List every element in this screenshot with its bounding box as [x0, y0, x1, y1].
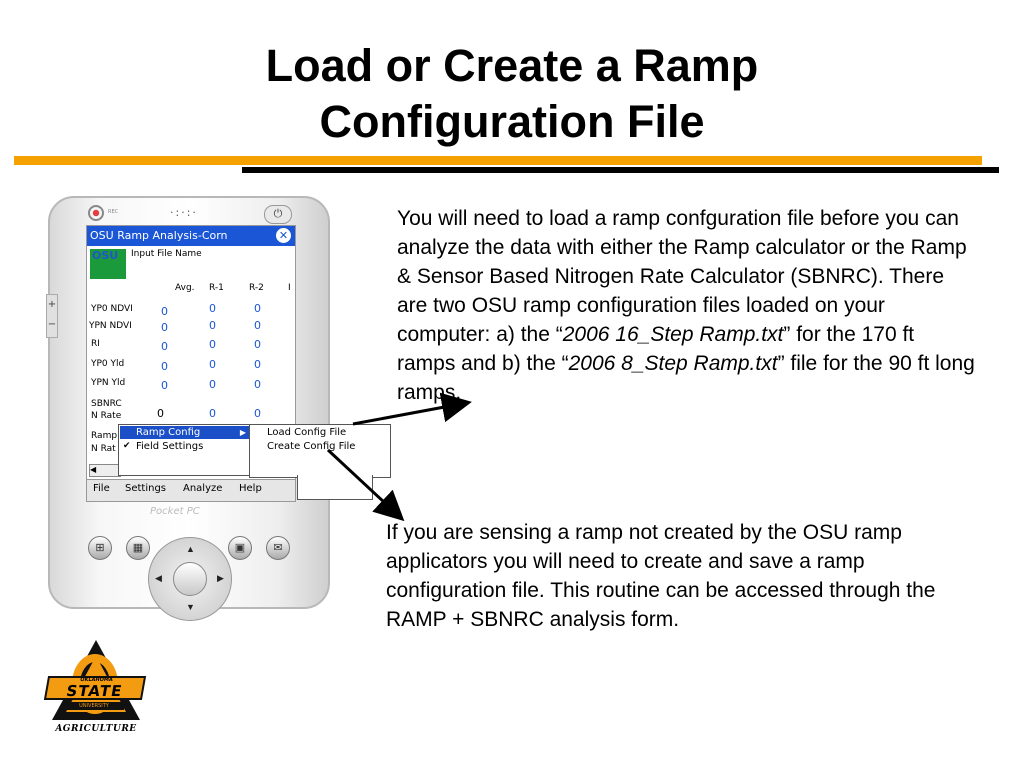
- rec-label: REC: [108, 209, 119, 215]
- osu-agriculture-logo: [44, 640, 148, 740]
- submenu-arrow-icon: ▶: [239, 428, 246, 437]
- logo-agriculture: AGRICULTURE: [55, 724, 137, 734]
- menu-settings[interactable]: Settings: [125, 483, 167, 494]
- dpad-right-icon[interactable]: ▶: [217, 573, 224, 583]
- menu-help[interactable]: Help: [239, 483, 262, 494]
- col-header-r1: R-1: [209, 283, 224, 293]
- value-cell: 0: [254, 358, 261, 371]
- row-label: N Rat: [91, 444, 116, 454]
- row-label: Ramp: [91, 431, 118, 441]
- para1-file1: 2006 16_Step Ramp.txt: [562, 323, 784, 346]
- value-cell: 0: [161, 305, 168, 318]
- menu-item-load-config[interactable]: Load Config File: [267, 427, 347, 438]
- para1-end: ” file for the 90 ft long ramps.: [397, 352, 975, 404]
- menu-item-create-config[interactable]: Create Config File: [267, 441, 356, 452]
- col-header-extra: I: [288, 283, 291, 293]
- logo-oklahoma: OKLAHOMA: [79, 677, 114, 683]
- value-cell: 0: [254, 378, 261, 391]
- window-title: OSU Ramp Analysis-Corn: [90, 229, 228, 242]
- para1-mid: ” for the 170 ft ramps and b) the “: [397, 323, 915, 375]
- value-cell: 0: [254, 338, 261, 351]
- paragraph-create-config: If you are sensing a ramp not created by the OSU ramp applicators you will need to create and save a ramp configuration file. This routine can be accessed through the RAMP + SBNRC analysis form.: [386, 521, 936, 631]
- row-label: YP0 NDVI: [91, 304, 133, 314]
- row-label: YPN NDVI: [89, 321, 132, 331]
- logo-university: UNIVERSITY: [64, 702, 124, 710]
- dpad-up-icon[interactable]: ▲: [186, 544, 195, 554]
- value-cell: 0: [161, 360, 168, 373]
- ramp-config-label: Ramp Config: [136, 427, 201, 438]
- value-cell: 0: [161, 321, 168, 334]
- col-header-r2: R-2: [249, 283, 264, 293]
- para1-file2: 2006 8_Step Ramp.txt: [568, 352, 778, 375]
- menu-item-field-settings[interactable]: Field Settings: [136, 441, 204, 452]
- calendar-icon[interactable]: ▦: [126, 536, 150, 560]
- value-cell: 0: [161, 340, 168, 353]
- value-cell: 0: [209, 338, 216, 351]
- logo-state: STATE: [64, 682, 124, 700]
- dpad-left-icon[interactable]: ◀: [155, 573, 162, 583]
- row-label: N Rate: [91, 411, 122, 421]
- value-cell: 0: [254, 302, 261, 315]
- para1-intro: You will need to load a ramp confguration file before you can analyze the data with either the Ramp calculator or the Ramp & Sensor Based Nitrogen Rate Calculator (SBNRC). There are two OSU ramp configuration files loaded on your computer: a) the “: [397, 207, 967, 346]
- arrow-to-paragraph2: [328, 450, 400, 517]
- input-file-label: Input File Name: [131, 249, 202, 259]
- logo-band: [44, 676, 146, 700]
- row-label: YP0 Yld: [91, 359, 125, 369]
- value-cell: 0: [209, 378, 216, 391]
- inbox-icon[interactable]: ✉: [266, 536, 290, 560]
- value-cell: 0: [254, 319, 261, 332]
- side-volume-buttons[interactable]: + −: [46, 294, 58, 338]
- value-cell: 0: [157, 407, 164, 420]
- power-icon[interactable]: ⏻: [264, 205, 292, 224]
- close-icon[interactable]: ✕: [276, 228, 291, 243]
- menu-file[interactable]: File: [93, 483, 110, 494]
- value-cell: 0: [209, 302, 216, 315]
- value-cell: 0: [254, 407, 261, 420]
- value-cell: 0: [209, 358, 216, 371]
- row-label: SBNRC: [91, 399, 122, 409]
- windows-start-icon[interactable]: ⊞: [88, 536, 112, 560]
- device-brand: Pocket PC: [150, 506, 200, 517]
- value-cell: 0: [209, 319, 216, 332]
- scroll-left-arrow-icon[interactable]: ◀: [89, 464, 121, 477]
- check-icon: ✔: [123, 440, 131, 450]
- value-cell: 0: [161, 379, 168, 392]
- title-line-1: Load or Create a Ramp: [265, 40, 759, 91]
- row-label: RI: [91, 339, 100, 349]
- contacts-icon[interactable]: ▣: [228, 536, 252, 560]
- col-header-avg: Avg.: [175, 283, 195, 293]
- dpad-down-icon[interactable]: ▼: [186, 602, 195, 612]
- value-cell: 0: [209, 407, 216, 420]
- title-line-2: Configuration File: [319, 96, 705, 147]
- menu-analyze[interactable]: Analyze: [183, 483, 223, 494]
- speaker-dots-icon: ·:·:·: [170, 206, 198, 219]
- arrow-to-paragraph1: [353, 403, 466, 424]
- osu-logo-text: OSU: [92, 249, 119, 262]
- row-label: YPN Yld: [91, 378, 126, 388]
